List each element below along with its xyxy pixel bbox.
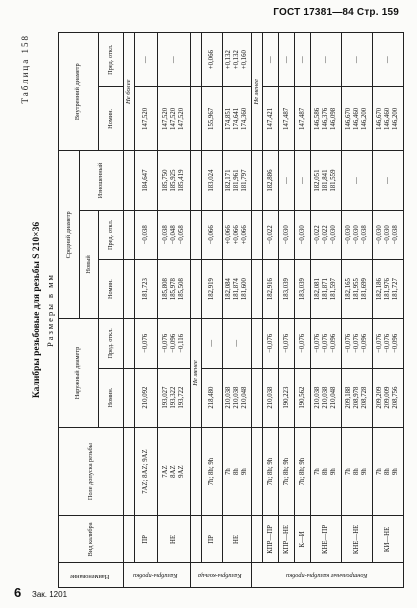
header-name: Наименование bbox=[59, 563, 124, 588]
table-row: НЕ 7AZ 8AZ 9AZ 193,027 193,322 193,722 −0,076 −0,096 −0,116 185,808 185,978 185,508 −0,038 −0,048 −0,058 185,750 185,925 185,419 147,520 147,520 147,520 — bbox=[158, 33, 191, 588]
header-inner: Внутренний диаметр bbox=[59, 33, 99, 151]
header-field: Поле допуска резьбы bbox=[59, 427, 124, 516]
table-row: КНЕ—ПР 7h 8h 9h 210,038 210,038 210,048 −0,076 −0,076 −0,096 182,081 181,871 181,597 −0,022 −0,022 −0,030 182,051 181,841 181,559 146,586 146,376 146,098 — bbox=[311, 33, 342, 588]
table-row: НЕ 7h 8h 9h 210,038 210,038 210,048 — 182,084 181,874 181,600 +0,066 +0,066 +0,066 182,171 181,961 181,797 174,851 174,641 174,360 +0,132 +0,132 +0,160 bbox=[223, 33, 252, 588]
gauge-table bbox=[58, 32, 404, 588]
table-label: Таблица 158 bbox=[20, 34, 30, 104]
rotated-table-block bbox=[20, 30, 397, 590]
order-number: Зак. 1201 bbox=[32, 590, 68, 599]
table-row: КИ—НЕ 7h 8h 9h 209,209 209,009 208,756 −0,076 −0,076 −0,096 182,186 181,976 181,727 −0,030 −0,030 −0,038 — 146,670 146,460 146,200 — bbox=[373, 33, 404, 588]
table-title: Калибры резьбовые для резьбы S 210×36 bbox=[32, 221, 42, 399]
header-worn: Изношенный bbox=[80, 151, 124, 210]
page-number: 6 bbox=[14, 585, 22, 600]
page-header: ГОСТ 17381—84 Стр. 159 bbox=[273, 7, 399, 18]
header-outer-dev: Пред. откл. bbox=[99, 319, 124, 368]
subhead-outer-less: Не менее bbox=[191, 319, 202, 428]
header-kind: Вид калибра bbox=[59, 516, 124, 563]
table-row: ПР 7h; 8h; 9h 218,480 — 182,919 −0,066 183,024 155,967 +0,066 bbox=[202, 33, 223, 588]
header-mid-nom: Номин. bbox=[99, 260, 124, 319]
subhead-outer-more: Не более bbox=[124, 33, 135, 151]
table-row: К—И 7h; 8h; 9h 190,562 −0,076 183,039 −0,030 — 147,487 — bbox=[295, 33, 311, 588]
header-inner-nom: Номин. bbox=[99, 87, 124, 151]
subhead-inner-less: Не менее bbox=[252, 33, 263, 151]
table-row: КНЕ—НЕ 7h 8h 9h 209,188 208,978 208,728 −0,076 −0,076 −0,096 182,165 181,955 181,699 −0,030 −0,030 −0,038 — 146,670 146,460 146,200 — bbox=[342, 33, 373, 588]
header-middle: Средний диаметр bbox=[59, 151, 80, 319]
group-plugs: Калибры-пробки bbox=[124, 563, 191, 588]
table-row: КПР—ПР 7h; 8h; 9h 210,038 −0,076 182,916 −0,022 182,886 147,421 — bbox=[263, 33, 279, 588]
table-row: КПР—НЕ 7h; 8h; 9h 190,223 −0,076 183,039 −0,030 — 147,487 — bbox=[279, 33, 295, 588]
header-inner-dev: Пред. откл. bbox=[99, 33, 124, 87]
header-mid-dev: Пред. откл. bbox=[99, 210, 124, 259]
group-rings: Калибры-кольца bbox=[191, 563, 252, 588]
header-outer: Наружный диаметр bbox=[59, 319, 99, 428]
header-new: Новый bbox=[80, 210, 99, 319]
header-outer-nom: Номин. bbox=[99, 368, 124, 427]
table-subtitle: Размеры в мм bbox=[45, 273, 55, 347]
group-control-plugs: Контрольные калибры-пробки bbox=[252, 563, 404, 588]
table-row: ПР 7AZ; 8AZ; 9AZ 210,092 −0,076 181,723 −0,038 184,647 147,520 — bbox=[135, 33, 158, 588]
